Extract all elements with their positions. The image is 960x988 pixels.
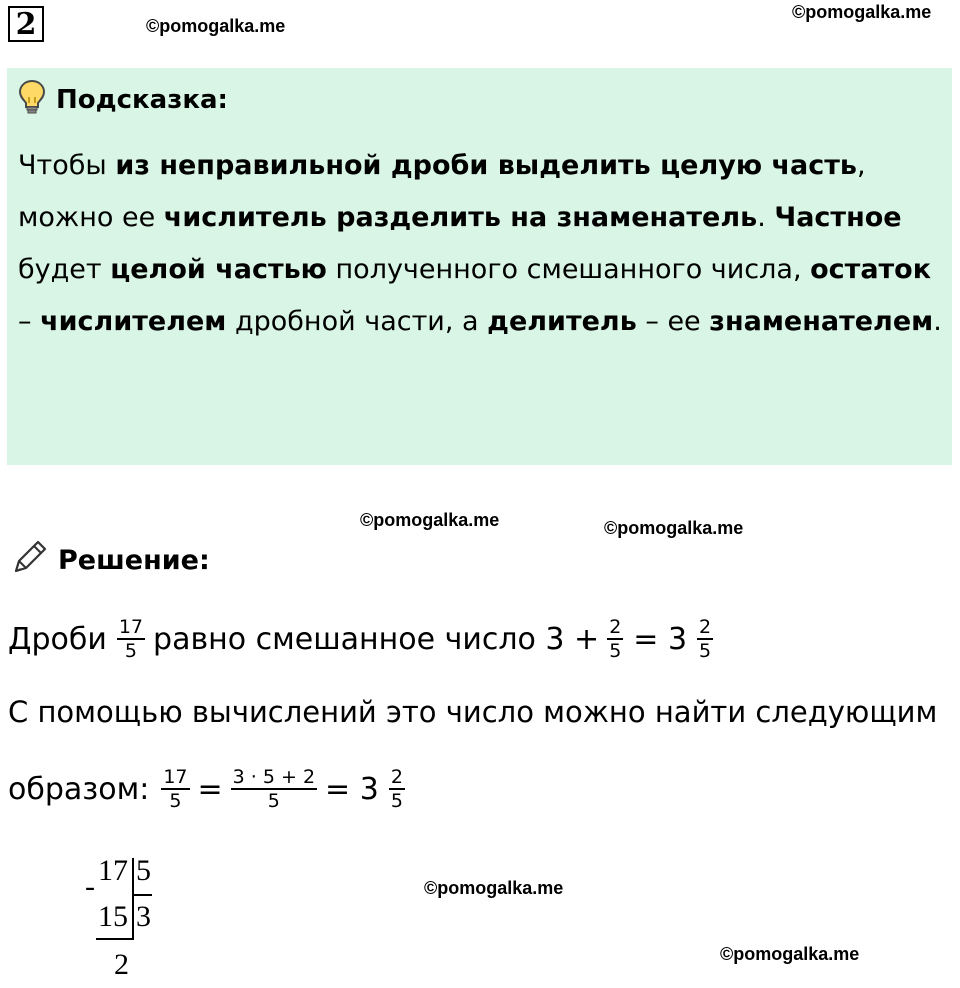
- task-number: 2: [8, 6, 44, 42]
- hint-bold-text: целой частью: [110, 254, 327, 285]
- fraction-numerator: 2: [609, 616, 622, 638]
- hint-text: [18, 140, 948, 348]
- fraction-numerator: 3 · 5 + 2: [232, 766, 316, 788]
- watermark: ©pomogalka.me: [792, 2, 932, 22]
- hint-bold-text: из неправильной дроби выделить целую часть: [115, 150, 857, 181]
- long-division: [82, 852, 172, 986]
- solution-line-3: [8, 756, 409, 822]
- solution-line-2: С помощью вычислений это число можно найти следующим: [8, 695, 938, 729]
- hint-bold-text: числитель разделить на знаменатель: [163, 202, 758, 233]
- hint-text-segment: – ее: [636, 306, 710, 337]
- hint-text-segment: полученного смешанного числа,: [326, 254, 811, 285]
- divisor: 5: [136, 854, 151, 887]
- fraction-17-5: [117, 616, 145, 662]
- hint-bold-text: знаменателем: [709, 306, 934, 337]
- text: Дроби: [8, 621, 107, 657]
- hint-text-segment: будет: [18, 254, 111, 285]
- fraction-numerator: 2: [699, 616, 712, 638]
- pencil-icon: [10, 537, 50, 584]
- hint-text-segment: .: [757, 202, 775, 233]
- hint-text-segment: дробной части, а: [226, 306, 488, 337]
- hint-bold-text: числителем: [40, 306, 227, 337]
- fraction-numerator: 17: [118, 616, 144, 638]
- hint-bold-text: делитель: [487, 306, 637, 337]
- hint-text-segment: Чтобы: [18, 150, 116, 181]
- fraction-numerator: 2: [390, 766, 403, 788]
- solution-header: [10, 538, 210, 582]
- lightbulb-icon: [18, 79, 46, 122]
- text: = 3: [633, 621, 688, 657]
- fraction-denominator: 5: [609, 640, 622, 662]
- division-vertical-line: [132, 858, 134, 938]
- remainder: 2: [114, 948, 129, 981]
- quotient: 3: [136, 900, 151, 933]
- fraction-17-5: [161, 766, 189, 812]
- fraction-2-5: [697, 616, 713, 662]
- text: равно смешанное число 3 +: [153, 621, 600, 657]
- watermark: ©pomogalka.me: [360, 510, 500, 530]
- divisor-underline: [134, 894, 152, 896]
- fraction-numerator: 17: [163, 766, 188, 788]
- solution-title: Решение:: [58, 544, 210, 576]
- hint-text-segment: , можно ее: [18, 150, 866, 233]
- fraction-denominator: 5: [699, 640, 712, 662]
- hint-bold-text: остаток: [810, 254, 932, 285]
- watermark: ©pomogalka.me: [146, 16, 286, 36]
- dividend: 17: [98, 854, 128, 887]
- solution-line-1: [8, 608, 717, 670]
- hint-text-segment: –: [18, 306, 41, 337]
- subtraction-line: [96, 938, 134, 940]
- minus-sign: -: [85, 870, 95, 903]
- hint-bold-text: Частное: [774, 202, 902, 233]
- equals-sign: =: [197, 771, 223, 807]
- fraction-expression: [231, 766, 317, 812]
- fraction-2-5: [607, 616, 623, 662]
- hint-header: [18, 80, 228, 120]
- hint-text-segment: .: [933, 306, 942, 337]
- subtrahend: 15: [98, 900, 128, 933]
- text: образом:: [8, 771, 150, 807]
- hint-title: Подсказка:: [56, 85, 228, 115]
- watermark: ©pomogalka.me: [720, 944, 860, 964]
- text: = 3: [325, 771, 379, 807]
- watermark: ©pomogalka.me: [604, 518, 744, 538]
- fraction-denominator: 5: [267, 790, 280, 812]
- fraction-denominator: 5: [390, 790, 403, 812]
- watermark: ©pomogalka.me: [424, 878, 564, 898]
- fraction-denominator: 5: [124, 640, 137, 662]
- fraction-denominator: 5: [169, 790, 182, 812]
- fraction-2-5: [389, 766, 405, 812]
